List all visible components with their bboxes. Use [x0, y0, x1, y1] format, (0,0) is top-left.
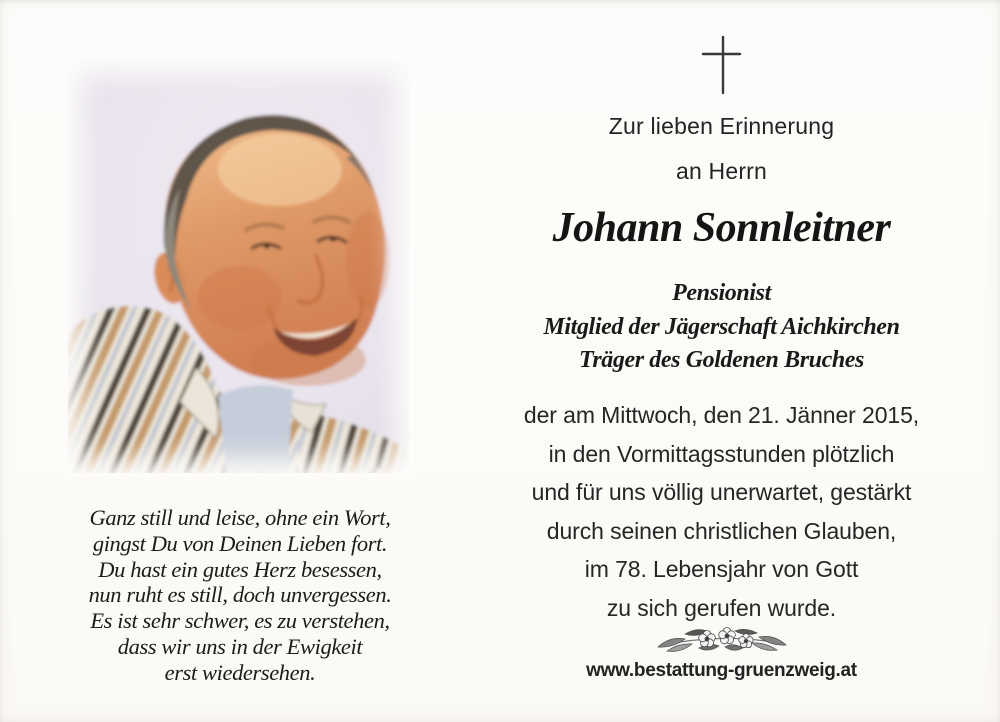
deceased-membership: Mitglied der Jägerschaft Aichkirchen: [543, 314, 900, 340]
poem-line: Ganz still und leise, ohne ein Wort,: [89, 505, 391, 530]
deceased-title: Pensionist: [672, 280, 771, 306]
obituary-line: zu sich gerufen wurde.: [606, 594, 837, 621]
poem-line: gingst Du von Deinen Lieben fort.: [92, 530, 388, 556]
floral-garland-icon: [655, 624, 789, 658]
obituary-line: der am Mittwoch, den 21. Jänner 2015,: [523, 402, 920, 428]
cross-container: [443, 34, 1000, 103]
poem-line: nun ruht es still, doch unvergessen.: [88, 582, 392, 608]
poem-line: Es ist sehr schwer, es zu verstehen,: [90, 608, 390, 634]
obituary-line: im 78. Lebensjahr von Gott: [584, 556, 859, 583]
remembrance-line-1: Zur lieben Erinnerung: [608, 113, 835, 139]
undershirt: [218, 385, 293, 473]
obituary-text: [443, 396, 1000, 628]
deceased-name: Johann Sonnleitner: [552, 205, 891, 251]
portrait-photo: [68, 60, 410, 473]
remembrance-line-2: an Herrn: [675, 158, 768, 184]
obituary-line: durch seinen christlichen Glauben,: [546, 517, 897, 544]
memorial-poem: [40, 505, 440, 686]
obituary-line: und für uns völlig unerwartet, gestärkt: [531, 479, 912, 506]
portrait-illustration: [68, 60, 410, 473]
flower: [738, 634, 752, 648]
poem-line: Du hast ein gutes Herz besessen,: [98, 556, 382, 582]
ornament-container: [443, 624, 1000, 663]
memorial-details: [443, 0, 1000, 722]
flower: [718, 628, 735, 644]
obituary-line: in den Vormittagsstunden plötzlich: [548, 440, 895, 467]
funeral-home-website: www.bestattung-gruenzweig.at: [586, 660, 857, 681]
cross-icon: [699, 34, 745, 98]
poem-line: dass wir uns in der Ewigkeit: [117, 633, 363, 659]
poem-line: erst wiedersehen.: [164, 659, 316, 685]
deceased-honor: Träger des Goldenen Bruches: [579, 347, 864, 373]
